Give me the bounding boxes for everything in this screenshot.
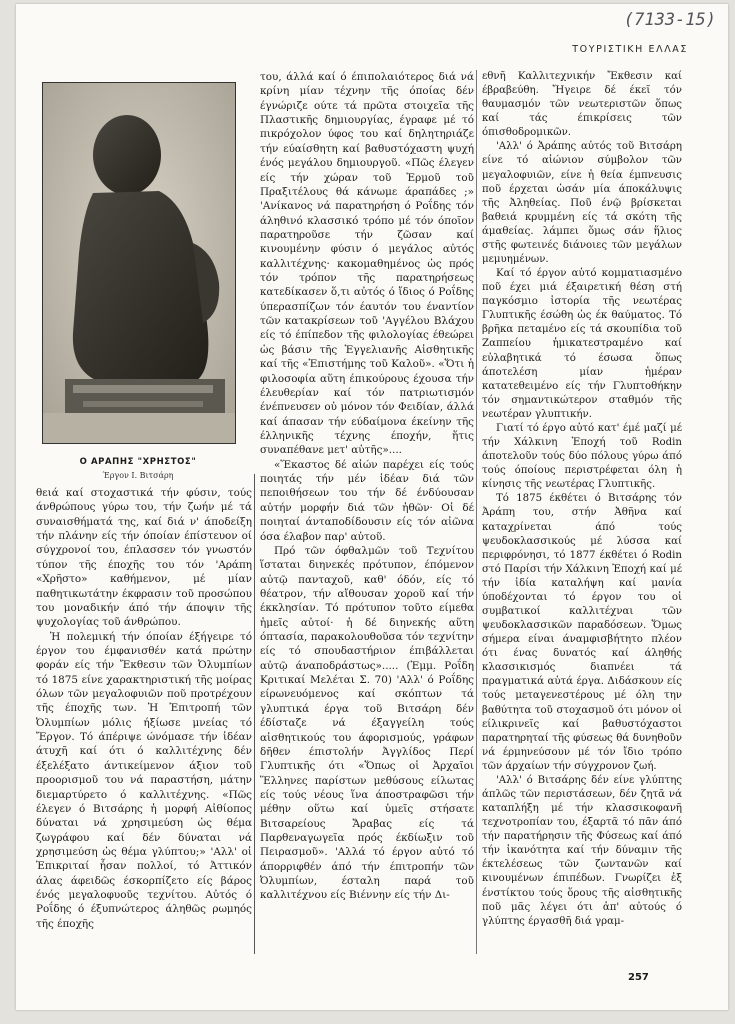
document-page [16, 4, 728, 1010]
paragraph: του, άλλά καί ό έπιπολαιότερος διά νά κρίνη μίαν τέχνην τῆς όποίας δέν έγνώριζε ούτε τά πρῶτα στοιχεῖα τῆς Πλαστικῆς δημιουργίας, έγραφε μέ τό πικρόχολον ύφος του καί δηλητηριάζε τήν εύαίσθητη καί βαθυστόχαστη ψυχή ένός μεγάλου δημιουργοῦ. «Πῶς έλεγεν είς τήν χώραν τοῦ Ἑρμοῦ τοῦ Πραξιτέλους θά κάνωμε άραπάδες ;» 'Ανίκανος νά παρατηρήση ό Ροΐδης τόν άληθινό κλασσικό τρόπο μέ τόν όποῖον παρατηροῦσε τήν ζῶσαν καί κινουμένην φύσιν ό μεγάλος αὐτός καλλιτέχνης· κακομαθημένος ὡς πρός τόν τρόπον τῆς παρατηρήσεως κατεδίκασεν ὅ,τι αὐτός ό ἴδιος ό Ροΐδης ύπερασπίζων τόν έαυτόν του έναντίον τῶν κατακρίσεων τοῦ 'Αγγέλου Βλάχου είς τό έπίπεδον τῆς φιλολογίας έθεώρει ὡς βάσιν τῆς Ἑγγελιανῆς Αἰσθητικῆς καί τῆς «Ἐπιστήμης τοῦ Καλοῦ». «Ὅτι ἡ φιλοσοφία αὕτη έπικούρους έχουσα τήν έλευθερίαν καί τόν πατριωτισμόν ένέπνευσεν οὐ μόνον τόν Φειδίαν, άλλά καί άπασαν τήν εύδαίμονα έκείνην τῆς έλληνικῆς τέχνης έποχήν, ἥτις συναπέθανε μετ' αὐτῆς».... [260, 71, 474, 457]
figure-caption-credit: Έργον Ι. Βιτσάρη [102, 471, 174, 480]
text-column-1 [36, 486, 252, 931]
paragraph: Πρό τῶν όφθαλμῶν τοῦ Τεχνίτου ἵσταται διηνεκές πρότυπον, έπόμενον αὐτῷ πανταχοῦ, καθ' όδόν, είς τό θέατρον, τήν αἴθουσαν χοροῦ καί τήν έκκλησίαν. Τό πρότυπον τοῦτο είμεθα ἡμεῖς αὐτοί· ἡ δέ διηνεκής αὕτη όπτασία, παρακολουθοῦσα τόν τεχνίτην είς τό σπουδαστήριον έπιβάλλεται αὐτῷ άναποδράστως»..... (Ἐμμ. Ροΐδη Κριτικαί Μελέται Σ. 70) 'Αλλ' ό Ροΐδης είρωνευόμενος καί σκόπτων τά γλυπτικά έργα τοῦ Βιτσάρη δέν έδίσταζε νά έξαγγείλη τούς αἰσθητικούς του άφορισμούς, γράφων δῆθεν έπιστολήν Ἀγγλίδος Περί Γλυπτικῆς ότι «Ὅπως οἱ Ἀρχαῖοι Ἕλληνες παρίστων μεθύσους είλωτας είς τούς νέους ἵνα άποστραφῶσι τήν μέθην οὕτω καί ὑμεῖς στήσατε Βιτσαρείους Ἄραβας είς τά Παρθεναγωγεῖα πρός έκδίωξιν τοῦ Πειρασμοῦ». 'Αλλά τό έργον αὐτό τό άπορριφθέν άπό τήν έπιτροπήν τῶν Ὀλυμπίων, έσταλη παρά τοῦ καλλιτέχνου είς Βιέννην είς τήν Δι- [260, 544, 474, 902]
statue-photo [42, 82, 236, 444]
archive-mark: (7133-15) [623, 10, 716, 30]
paragraph: «Ἕκαστος δέ αἰών παρέχει είς τούς ποιητάς τήν μέν ἰδέαν διά τῶν πεποιθήσεων του τήν δέ ένδύουσαν αὐτήν μορφήν διά τῶν ἠθῶν· Οἱ δέ ποιηταί άνταποδίδουσιν είς τόν αἰῶνα όσα έλαβον παρ' αὐτοῦ. [260, 458, 474, 543]
figure-caption-title: Ο ΑΡΑΠΗΣ "ΧΡΗΣΤΟΣ" [79, 457, 197, 467]
paragraph: 'Αλλ' ό Βιτσάρης δέν είνε γλύπτης άπλῶς τῶν περιστάσεων, δέν ζητᾶ νά καταπλήξη μέ τήν κλασσικοφανῆ τεχνοτροπίαν του, έξαρτᾶ τό πᾶν άπό τήν παρατήρησιν τῆς Φύσεως καί άπό τήν ἱκανότητα καί τήν δύναμιν τῆς έκτελέσεως τῶν ζωντανῶν καί κινουμένων έπιπέδων. Γνωρίζει ἐξ ένστίκτου τούς ὅρους τῆς αἰσθητικῆς ποῦ μᾶς λέγει ότι ἀπ' αὐτούς ό γλύπτης έργασθῆ διά γραμ- [482, 774, 682, 927]
paragraph: θειά καί στοχαστικά τήν φύσιν, τούς άνθρώπους γύρω του, τήν ζωήν μέ τά συναισθήματά της, καί διά ν' άποδείξη τήν πλάνην είς τήν όποίαν έπίστευον οί σύγχρονοί του, έπλασσεν τόν γνωστόν τύπον τῆς έποχῆς του τόν 'Αράπη «Χρῆστο» καθήμενον, μέ μίαν παθητικωτάτην έκφρασιν τοῦ προσώπου του μοναδικήν άπό τήν άποψιν τῆς ψυχολογίας τοῦ άνθρώπου. [36, 487, 252, 629]
running-header: ΤΟΥΡΙΣΤΙΚΗ ΕΛΛΑΣ [572, 44, 688, 55]
paragraph: Καί τό έργον αὐτό κομματιασμένο ποῦ έχει μιά έξαιρετική θέση στή παγκόσμιο ἱστορία τῆς νεωτέρας Γλυπτικῆς έσώθη ὡς έκ θαύματος. Τό βρῆκα πεταμένο είς τά σκουπίδια τοῦ Ζαππείου ἡμικατεστραμένο καί εὐλαβητικά τό έσωσα ὅπως άποτελέση μίαν ἡμέραν κατατεθειμένο είς τήν Γλυπτοθήκην τόν σημαντικώτερον σταθμόν τῆς νεωτέραν γλυπτικήν. [482, 268, 682, 420]
paragraph: Τό 1875 έκθέτει ό Βιτσάρης τόν Ἀράπη του, στήν Ἀθῆνα καί καταχρίνεται άπό τούς ψευδοκλασσικούς μέ λύσσα καί περιφρόνησι, τό 1877 έκθέτει ό Rodin στό Παρίσι τήν Χάλκινη Ἐποχή καί μέ τήν ἰδία καταλήψη καί μανία ύποδέχονται τό έργον του οἱ συμβατικοί καλλιτέχναι τῶν ψευδοκλασσικῶν παραδόσεων. Ὅμως σήμερα είναι άναμφισβήτητο πλέον ότι ένας δυνατός καί άληθής κλασσικισμός διαπνέει τά πραγματικά αὐτά έργα. Διδάσκουν είς τούς μεταγενεστέρους μέ όλη την βαθύτητα τοῦ στοχασμοῦ ότι μόνον οἱ είλικρινεῖς καί βαθυστόχαστοι παρατηρηταί τῆς φύσεως θά δυνηθοῦν νά έρμηνεύσουν μέ τόν ἴδιο τρόπο τῶν άρχαίων τήν σύγχρονον ζωή. [482, 493, 682, 772]
paragraph: 'Αλλ' ό Ἀράπης αὐτός τοῦ Βιτσάρη είνε τό αἰώνιον σύμβολον τῶν μεγαλοφυιῶν, είνε ἡ θεία έμπνευσις ποῦ έρχεται ὡσάν μία άποκάλυψις τῆς Ἀληθείας. Ποῦ ένῷ βρίσκεται βαθειά κρυμμένη είς τά σκότη τῆς άμαθείας. λάμπει ὅμως σάν ἥλιος στῆς φωτεινές διάνοιες τῶν μεγάλων μεμυημένων. [482, 141, 682, 266]
statue-illustration [43, 83, 235, 443]
paragraph: Ἡ πολεμική τήν όποίαν έξήγειρε τό έργον του έμφανισθέν κατά πρώτην φοράν είς τήν Ἔκθεσιν τῶν Ὀλυμπίων τό 1875 είνε χαρακτηριστική τῆς μοίρας όλων τῶν μεγαλοφυιῶν ποῦ προτρέχουν τῆς έποχῆς των. Ἡ Ἐπιτροπή τῶν Ὀλυμπίων μόλις ήξίωσε μνείας τό Ἔργον. Τό άπέριψε ώνόμασε τήν ἰδέαν άτυχῆ καί ότι ό καλλιτέχνης δέν έξελέξατο άντικείμενον άξιον τοῦ προορισμοῦ του νά παραστήση, μάτην διεμαρτύρετο ό καλλιτέχνης. «Πῶς έλεγεν ό Βιτσάρης ἡ μορφή Αἰθίοπος δύναται νά χρησιμεύση ὡς θέμα ζωγράφου καί δέν δύναται νά χρησιμεύση ὡς θέμα γλύπτου;» 'Αλλ' οἱ Ἐπικριταί ἦσαν πολλοί, τό Ἀττικόν άλας άφειδῶς έσκορπίζετο είς βάρος ένός μεγαλοφυοῦς τεχνίτου. Αὐτός ό Ροΐδης ό έξυπνώτερος άληθῶς ρωμηός τῆς έποχῆς [36, 630, 252, 930]
text-column-2 [260, 70, 474, 903]
page-number: 257 [628, 972, 649, 983]
paragraph: εθνῆ Καλλιτεχνικήν Ἔκθεσιν καί έβραβεύθη. Ἤγειρε δέ έκεῖ τόν θαυμασμόν τῶν νεωτεριστῶν ὅπως καί τάς έπικρίσεις τῶν όπισθοδρομικῶν. [482, 71, 682, 139]
column-rule [476, 70, 477, 954]
column-rule [254, 474, 255, 954]
text-column-3 [482, 70, 682, 929]
paragraph: Γιατί τό έργο αὐτό κατ' έμέ μαζί μέ τήν Χάλκινη Ἐποχή τοῦ Rodin άποτελοῦν τούς δύο πόλους γύρω άπό τούς όποίους περιστρέφεται όλη ἡ κίνησις τῆς νεωτέρας Γλυπτικῆς. [482, 422, 682, 491]
